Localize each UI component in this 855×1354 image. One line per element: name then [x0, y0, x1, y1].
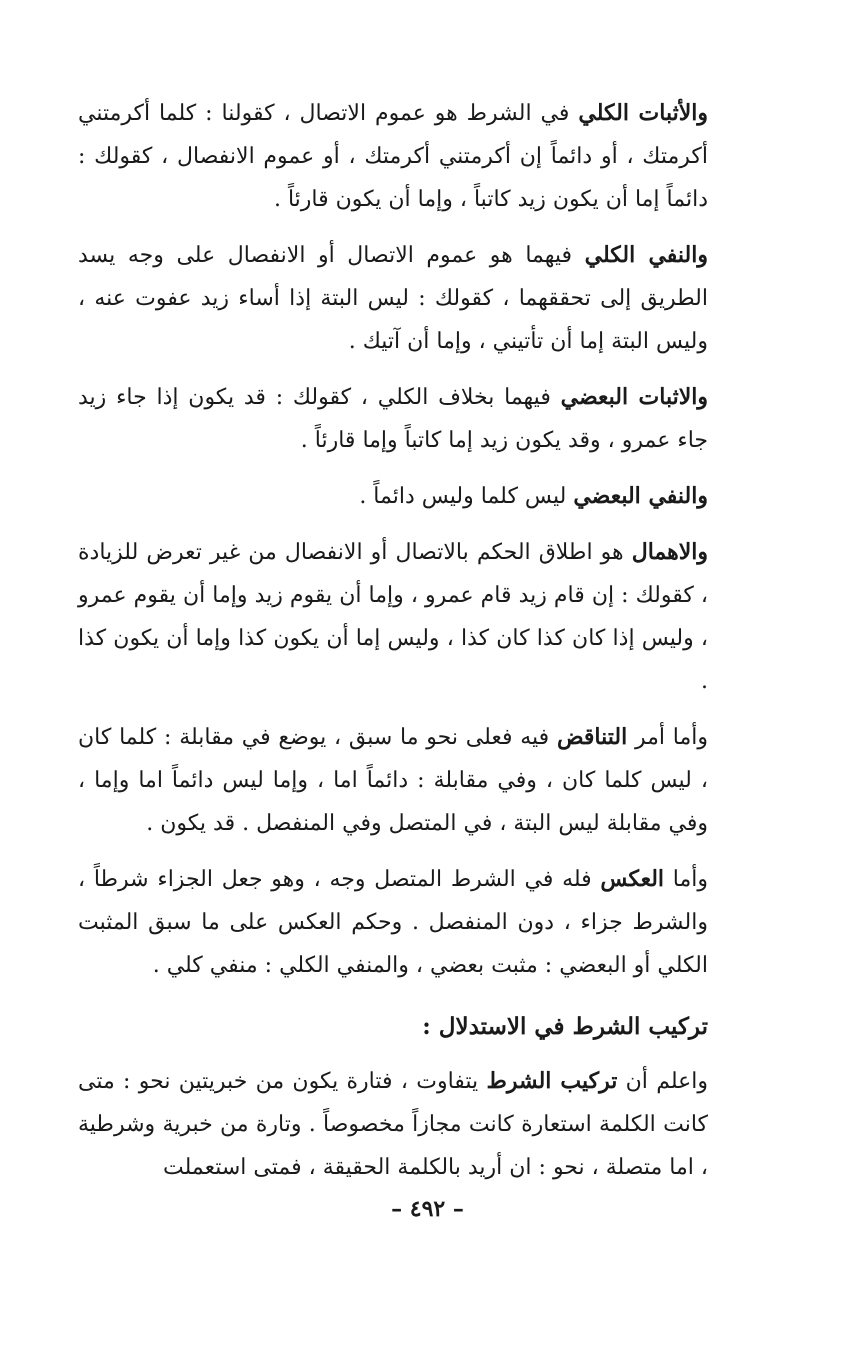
paragraph-prefix: وأما أمر	[627, 725, 708, 750]
paragraph-text: فيه فعلى نحو ما سبق ، يوضع في مقابلة : كلما كان ، ليس كلما كان ، وفي مقابلة : دائماً اما ، وإما ليس دائماً اما وإما ، وفي مقابلة ليس البتة ، في المتصل وفي المنفصل . قد يكون .	[78, 725, 708, 836]
paragraph-negative-universal	[78, 234, 728, 363]
paragraph-text: فله في الشرط المتصل وجه ، وهو جعل الجزاء شرطاً ، والشرط جزاء ، دون المنفصل . وحكم العكس على ما سبق المثبت الكلي أو البعضي : مثبت بعضي ، والمنفي الكلي : منفي كلي .	[78, 867, 708, 978]
paragraph-prefix: واعلم أن	[617, 1069, 709, 1094]
paragraph-indefinite	[78, 531, 728, 703]
page-body	[78, 92, 728, 1189]
term-affirmative-particular: والاثبات البعضي	[560, 384, 709, 410]
term-composition: تركيب الشرط	[486, 1068, 618, 1094]
paragraph-affirmative-particular	[78, 376, 728, 462]
term-affirmative-universal: والأثبات الكلي	[578, 100, 709, 126]
paragraph-contradiction	[78, 716, 728, 845]
paragraph-text: يتفاوت ، فتارة يكون من خبريتين نحو : متى كانت الكلمة استعارة كانت مجازاً مخصوصاً . وتارة من خبرية وشرطية ، اما متصلة ، نحو : ان أريد بالكلمة الحقيقة ، فمتى استعملت	[78, 1069, 708, 1180]
paragraph-affirmative-universal	[78, 92, 728, 221]
paragraph-text: ليس كلما وليس دائماً .	[359, 484, 574, 509]
paragraph-negative-particular	[78, 475, 728, 518]
section-heading: تركيب الشرط في الاستدلال :	[422, 1013, 708, 1040]
page-number: – ٤٩٢ –	[391, 1196, 464, 1222]
paragraph-text: فيهما هو عموم الاتصال أو الانفصال على وجه يسد الطريق إلى تحققهما ، كقولك : ليس البتة إذا أساء زيد عفوت عنه ، وليس البتة إما أن تأتيني ، وإما أن آتيك .	[78, 243, 708, 354]
paragraph-text: هو اطلاق الحكم بالاتصال أو الانفصال من غير تعرض للزيادة ، كقولك : إن قام زيد قام عمرو ، وإما أن يقوم زيد وإما أن يقوم عمرو ، وليس إذا كان كذا كان كذا ، وليس إما أن يكون كذا وإما أن يكون كذا .	[78, 540, 708, 694]
paragraph-prefix: وأما	[664, 867, 709, 892]
term-indefinite: والاهمال	[631, 539, 708, 565]
term-conversion: العكس	[600, 866, 665, 892]
paragraph-conversion	[78, 858, 728, 987]
paragraph-text: في الشرط هو عموم الاتصال ، كقولنا : كلما أكرمتني أكرمتك ، أو دائماً إن أكرمتني أكرمتك ، أو عموم الانفصال ، كقولك : دائماً إما أن يكون زيد كاتباً ، وإما أن يكون قارئاً .	[78, 101, 708, 212]
paragraph-composition	[78, 1060, 728, 1189]
term-contradiction: التناقض	[556, 724, 628, 750]
paragraph-text: فيهما بخلاف الكلي ، كقولك : قد يكون إذا جاء زيد جاء عمرو ، وقد يكون زيد إما كاتباً وإما قارئاً .	[78, 385, 708, 453]
term-negative-particular: والنفي البعضي	[573, 483, 708, 509]
term-negative-universal: والنفي الكلي	[584, 242, 709, 268]
